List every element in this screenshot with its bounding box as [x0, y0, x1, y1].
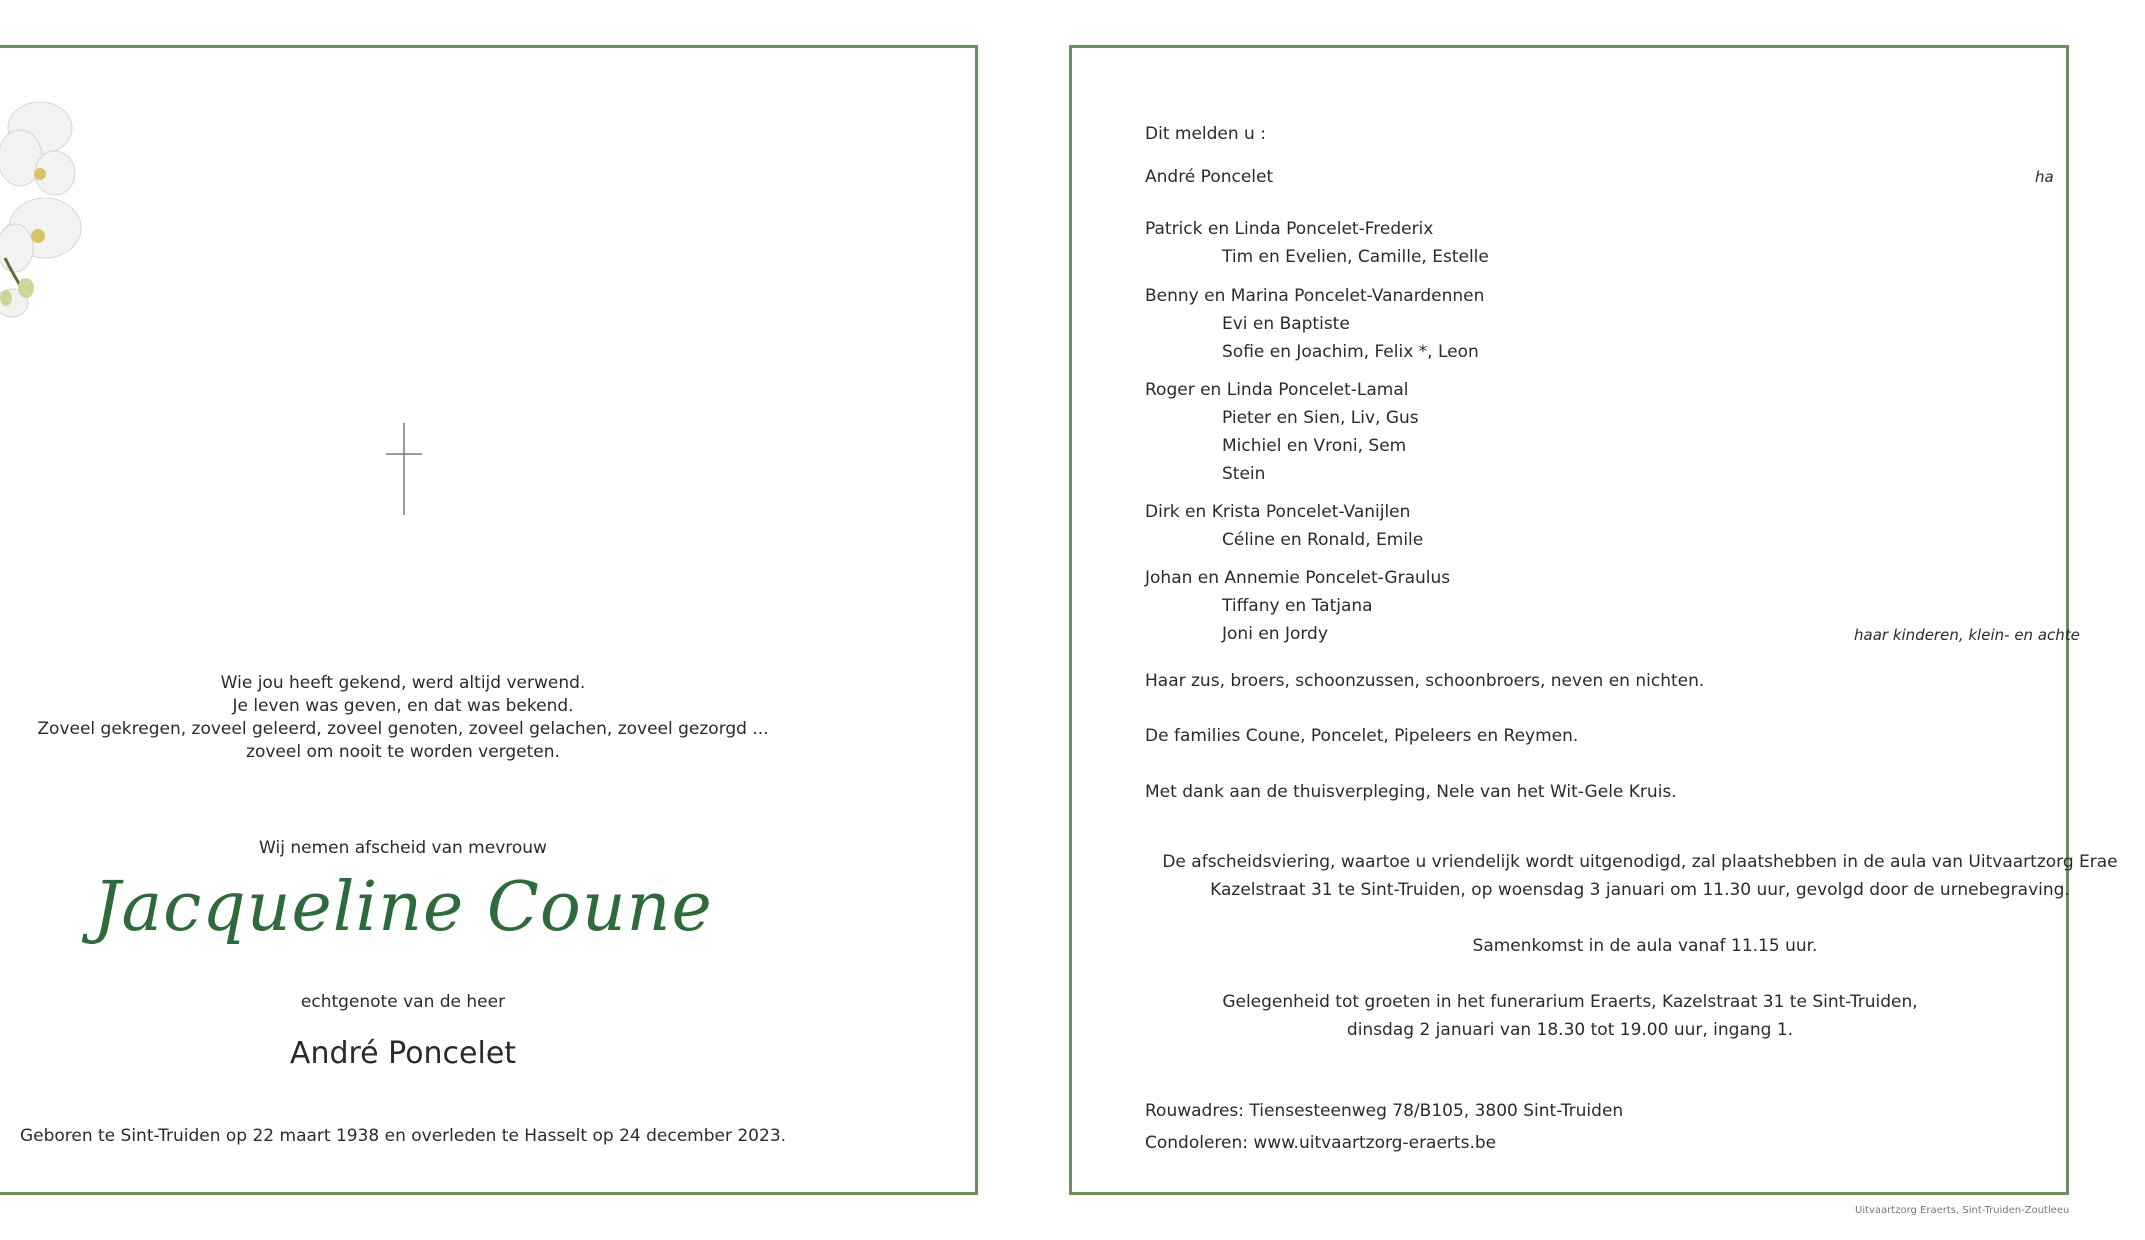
family-parent: Benny en Marina Poncelet-Vanardennen [1145, 286, 1485, 306]
farewell-intro: Wij nemen afscheid van mevrouw [259, 838, 547, 858]
poem-line: Je leven was geven, en dat was bekend. [232, 696, 574, 716]
orchid-flower-image [0, 88, 90, 318]
family-child: Joni en Jordy [1222, 624, 1328, 644]
family-parent: Roger en Linda Poncelet-Lamal [1145, 380, 1409, 400]
spouse-intro: echtgenote van de heer [300, 992, 506, 1012]
thanks-line: Met dank aan de thuisverpleging, Nele van het Wit-Gele Kruis. [1145, 782, 1677, 802]
family-child: Evi en Baptiste [1222, 314, 1350, 334]
family-spouse: André Poncelet [1145, 167, 1274, 187]
visit-line: Gelegenheid tot groeten in het funerarium Eraerts, Kazelstraat 31 te Sint-Truiden, [1222, 992, 1918, 1012]
announce-line: Dit melden u : [1145, 124, 1266, 144]
left-panel [0, 45, 978, 1195]
ceremony-line: De afscheidsviering, waartoe u vriendelijk wordt uitgenodigd, zal plaatshebben in de aula van Uitvaartzorg Erae [1162, 852, 2118, 872]
family-child: Tiffany en Tatjana [1222, 596, 1373, 616]
poem-line: Wie jou heeft gekend, werd altijd verwend. [220, 673, 586, 693]
families-line: De families Coune, Poncelet, Pipeleers en Reymen. [1145, 726, 1579, 746]
family-parent: Patrick en Linda Poncelet-Frederix [1145, 219, 1434, 239]
cross-icon [384, 423, 424, 515]
ceremony-line: Kazelstraat 31 te Sint-Truiden, op woensdag 3 januari om 11.30 uur, gevolgd door de urnebegraving. [1210, 880, 2070, 900]
family-child: Céline en Ronald, Emile [1222, 530, 1424, 550]
siblings-line: Haar zus, broers, schoonzussen, schoonbroers, neven en nichten. [1145, 671, 1705, 691]
spouse-name: André Poncelet [289, 1036, 517, 1071]
family-child: Sofie en Joachim, Felix *, Leon [1222, 342, 1479, 362]
poem-line: Zoveel gekregen, zoveel geleerd, zoveel genoten, zoveel gelachen, zoveel gezorgd ... [37, 719, 769, 739]
deceased-name: Jacqueline Coune [93, 868, 713, 947]
memorial-poem [0, 672, 806, 764]
children-note: haar kinderen, klein- en achte [1854, 626, 2080, 644]
family-child: Michiel en Vroni, Sem [1222, 436, 1407, 456]
spouse-note: ha [2035, 168, 2054, 186]
visit-line: dinsdag 2 januari van 18.30 tot 19.00 uur, ingang 1. [1346, 1020, 1794, 1040]
family-parent: Johan en Annemie Poncelet-Graulus [1145, 568, 1451, 588]
family-child: Pieter en Sien, Liv, Gus [1222, 408, 1419, 428]
birth-death-dates: Geboren te Sint-Truiden op 22 maart 1938 en overleden te Hasselt op 24 december 2023. [19, 1126, 787, 1146]
gathering-text: Samenkomst in de aula vanaf 11.15 uur. [1472, 936, 1818, 956]
visit-text [1140, 988, 2000, 1044]
mourning-address: Rouwadres: Tiensesteenweg 78/B105, 3800 Sint-Truiden [1145, 1101, 1624, 1121]
poem-line: zoveel om nooit te worden vergeten. [246, 742, 560, 762]
footer-credit: Uitvaartzorg Eraerts, Sint-Truiden-Zoutleeu [1855, 1205, 2070, 1216]
family-child: Tim en Evelien, Camille, Estelle [1222, 247, 1489, 267]
condolences-website: Condoleren: www.uitvaartzorg-eraerts.be [1145, 1133, 1497, 1153]
family-parent: Dirk en Krista Poncelet-Vanijlen [1145, 502, 1411, 522]
ceremony-text [1140, 848, 2140, 904]
family-child: Stein [1222, 464, 1266, 484]
